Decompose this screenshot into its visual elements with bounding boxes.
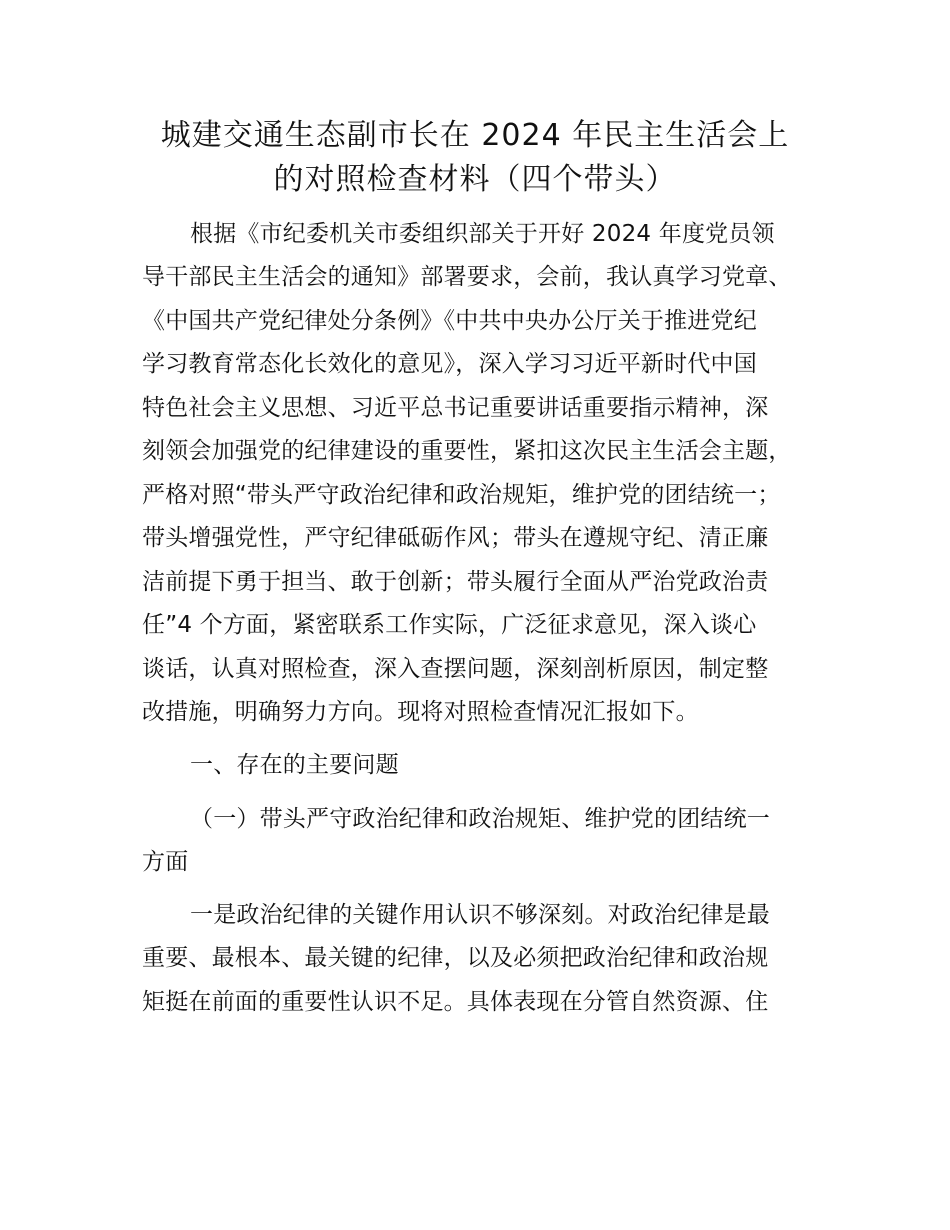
paragraph-line: 特色社会主义思想、习近平总书记重要讲话重要指示精神，深 [142,395,769,421]
paragraph-line: 根据《市纪委机关市委组织部关于开好 2024 年度党员领 [190,221,775,247]
paragraph-line: 矩挺在前面的重要性认识不足。具体表现在分管自然资源、住 [142,989,769,1015]
subsection-heading-line: （一）带头严守政治纪律和政治规矩、维护党的团结统一 [190,806,770,832]
paragraph-line: 谈话，认真对照检查，深入查摆问题，深刻剖析原因，制定整 [142,656,769,682]
paragraph-line: 《中国共产党纪律处分条例》《中共中央办公厅关于推进党纪 [142,308,757,334]
paragraph-line: 带头增强党性，严守纪律砥砺作风；带头在遵规守纪、清正廉 [142,525,769,551]
subsection-heading-line: 方面 [142,849,189,875]
paragraph-line: 洁前提下勇于担当、敢于创新；带头履行全面从严治党政治责 [142,569,769,595]
paragraph-line: 一是政治纪律的关键作用认识不够深刻。对政治纪律是最 [190,902,770,928]
paragraph-line: 改措施，明确努力方向。现将对照检查情况汇报如下。 [142,699,699,725]
document-title-line-2: 的对照检查材料（四个带头） [273,162,677,197]
paragraph-line: 重要、最根本、最关键的纪律，以及必须把政治纪律和政治规 [142,945,769,971]
document-title-line-1: 城建交通生态副市长在 2024 年民主生活会上 [160,118,790,153]
paragraph-line: 严格对照“带头严守政治纪律和政治规矩，维护党的团结统一； [142,482,781,508]
paragraph-line: 任”4 个方面，紧密联系工作实际，广泛征求意见，深入谈心 [142,612,757,638]
paragraph-line: 刻领会加强党的纪律建设的重要性，紧扣这次民主生活会主题， [142,438,792,464]
paragraph-line: 学习教育常态化长效化的意见》，深入学习习近平新时代中国 [142,351,757,377]
paragraph-line: 导干部民主生活会的通知》部署要求，会前，我认真学习党章、 [142,264,792,290]
section-heading: 一、存在的主要问题 [190,752,399,778]
